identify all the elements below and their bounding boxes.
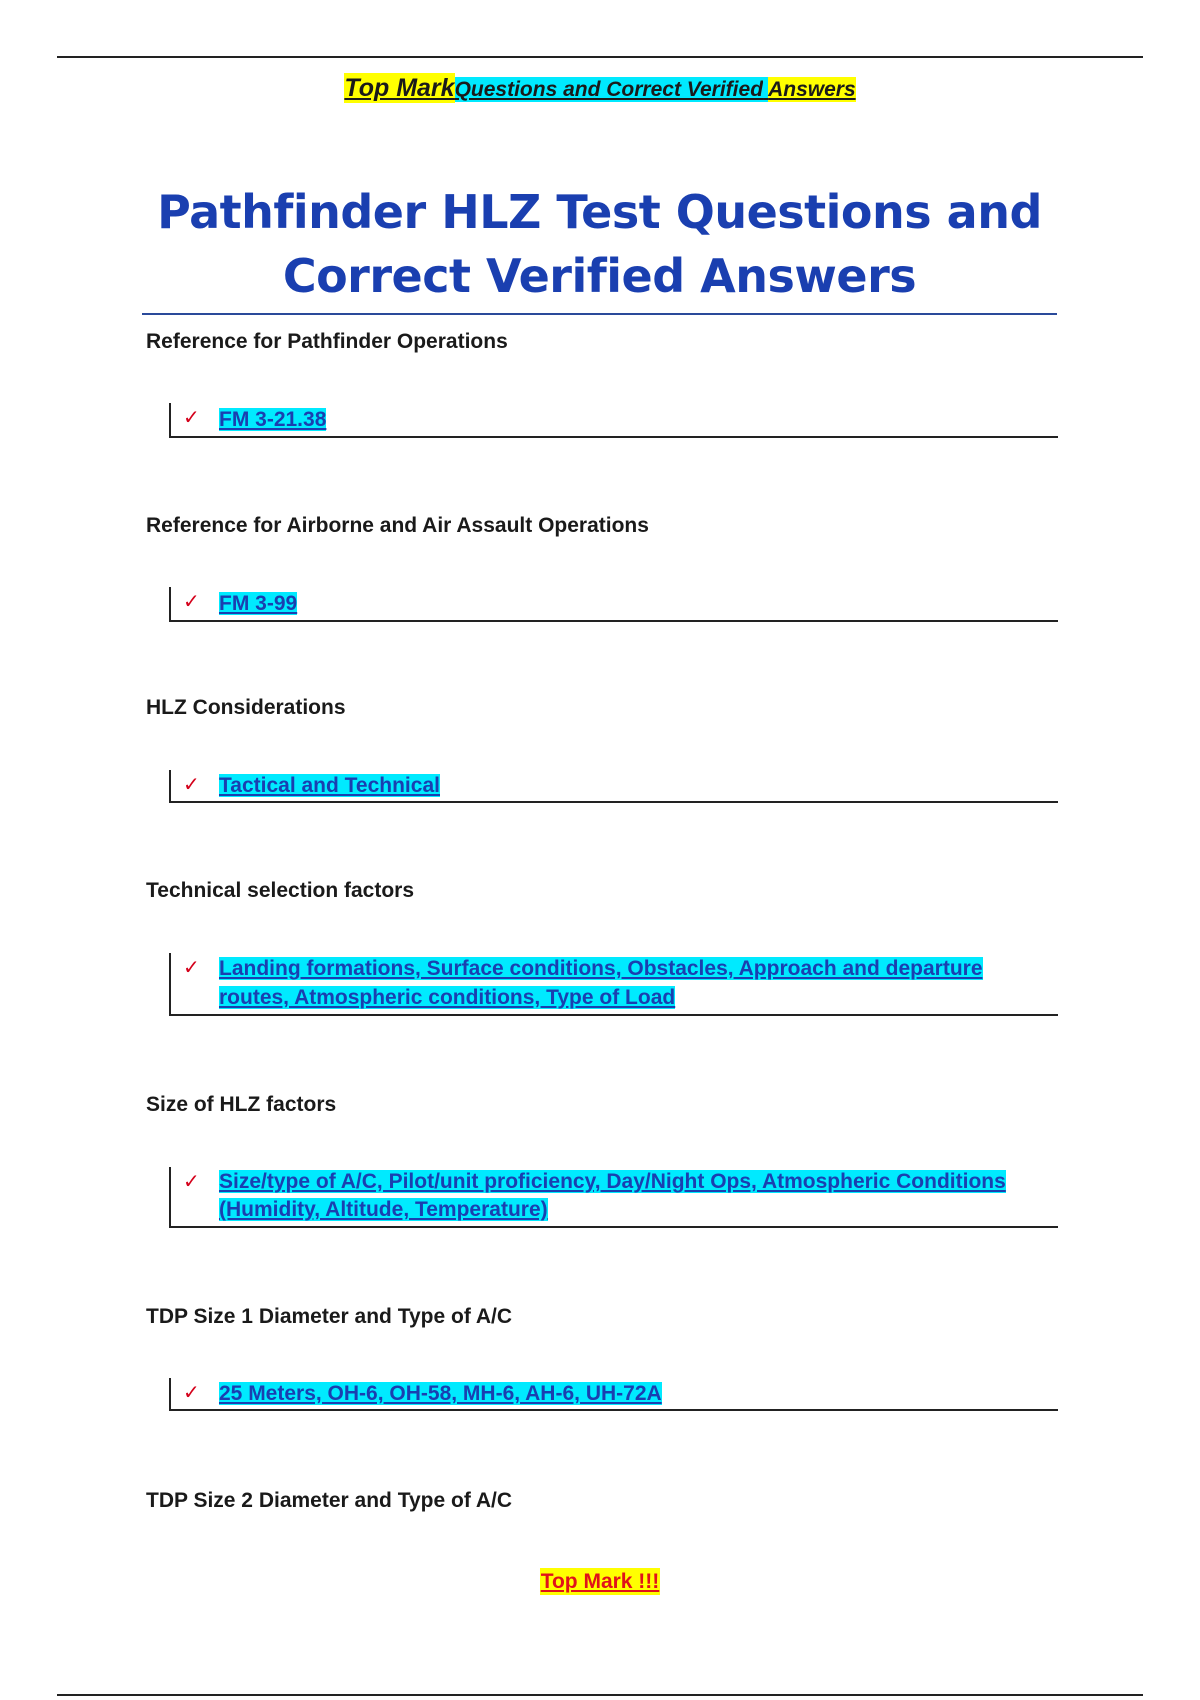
header-subtitle-answers: Answers: [768, 78, 856, 101]
answer-box-5: [169, 1167, 1058, 1228]
check-mark-icon: ✓: [183, 772, 200, 796]
answer-box-3: [169, 770, 1058, 803]
check-mark-icon: ✓: [183, 589, 200, 613]
answer-box-6: [169, 1378, 1058, 1411]
bottom-rule: [57, 1694, 1143, 1696]
page-header: [0, 72, 1200, 108]
check-mark-icon: ✓: [183, 1169, 200, 1193]
title-line-2: Correct Verified Answers: [282, 249, 917, 303]
page-footer: [0, 1570, 1200, 1594]
answer-2: FM 3-99: [219, 592, 298, 615]
header-subtitle: Questions and Correct Verified: [454, 78, 764, 101]
question-7: TDP Size 2 Diameter and Type of A/C: [146, 1489, 513, 1512]
check-mark-icon: ✓: [183, 1380, 200, 1404]
footer-label: Top Mark !!!: [540, 1570, 660, 1593]
check-mark-icon: ✓: [183, 405, 200, 429]
header-brand: Top Mark: [344, 74, 455, 102]
answer-4: Landing formations, Surface conditions, Obstacles, Approach and departure routes, Atmospheric conditions, Type of Load: [219, 957, 983, 1009]
answer-5: Size/type of A/C, Pilot/unit proficiency, Day/Night Ops, Atmospheric Conditions (Humidity, Altitude, Temperature): [219, 1170, 1006, 1221]
question-2: Reference for Airborne and Air Assault Operations: [146, 514, 649, 537]
question-3: HLZ Considerations: [146, 696, 346, 719]
answer-box-1: [169, 403, 1058, 438]
document-title: [142, 180, 1057, 308]
answer-box-4: [169, 953, 1058, 1016]
answer-box-2: [169, 587, 1058, 622]
question-4: Technical selection factors: [146, 879, 415, 902]
answer-1: FM 3-21.38: [219, 408, 327, 431]
answer-3: Tactical and Technical: [219, 774, 440, 797]
check-mark-icon: ✓: [183, 955, 200, 979]
title-line-1: Pathfinder HLZ Test Questions and: [157, 185, 1042, 239]
question-6: TDP Size 1 Diameter and Type of A/C: [146, 1305, 513, 1328]
top-rule: [57, 56, 1143, 58]
title-underline: [142, 313, 1057, 315]
answer-6: 25 Meters, OH-6, OH-58, MH-6, AH-6, UH-72A: [219, 1382, 662, 1405]
question-5: Size of HLZ factors: [146, 1093, 337, 1116]
question-1: Reference for Pathfinder Operations: [146, 330, 508, 353]
